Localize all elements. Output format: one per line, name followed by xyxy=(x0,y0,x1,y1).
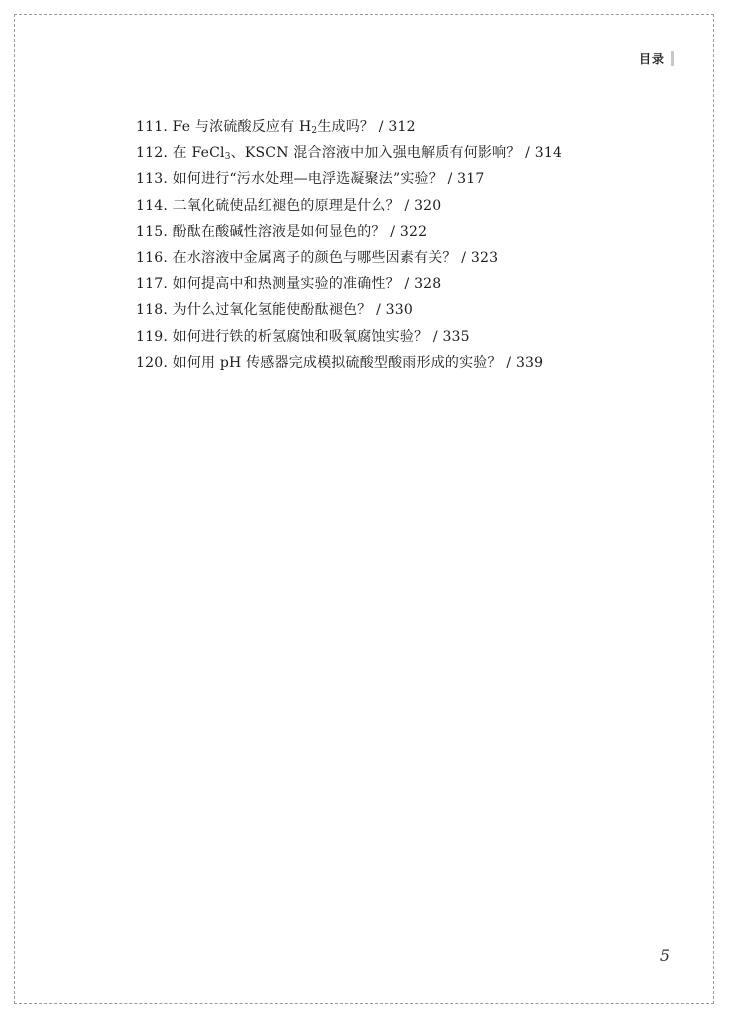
toc-entry-title-rest: 、KSCN 混合溶液中加入强电解质有何影响？ xyxy=(230,145,521,162)
toc-entry-separator: / xyxy=(399,276,415,293)
toc-entry-title: Fe 与浓硫酸反应有 H xyxy=(167,119,312,135)
toc-entry-number: 119. xyxy=(136,328,168,345)
toc-entry-title: 二氧化硫使品红褪色的原理是什么？ xyxy=(167,197,400,214)
toc-entry-separator: / xyxy=(428,328,443,345)
toc-entry-title: 如何用 pH 传感器完成模拟硫酸型酸雨形成的实验？ xyxy=(167,354,502,371)
toc-entry-separator: / xyxy=(456,250,471,267)
toc-entry-title-rest: 生成吗？ xyxy=(317,119,375,135)
toc-entry-number: 114. xyxy=(136,197,168,214)
toc-entry-separator: / xyxy=(399,197,415,214)
toc-entry-separator: / xyxy=(374,119,389,135)
toc-entry-page: 328 xyxy=(414,276,442,293)
toc-entry-separator: / xyxy=(501,354,516,371)
header-title: 目录 xyxy=(638,52,665,66)
toc-entry-number: 113. xyxy=(136,171,168,188)
toc-entry-title: 如何提高中和热测量实验的准确性？ xyxy=(167,276,400,293)
toc-entry[interactable] xyxy=(136,324,562,350)
toc-entry-page: 322 xyxy=(399,223,428,240)
toc-entry-number: 117. xyxy=(136,276,168,293)
toc-entry-separator: / xyxy=(371,302,386,319)
toc-entry-page: 314 xyxy=(534,145,563,162)
toc-entry[interactable] xyxy=(136,114,562,140)
toc-entry[interactable] xyxy=(136,166,562,192)
toc-entry-page: 335 xyxy=(442,328,470,345)
toc-entry-page: 320 xyxy=(414,197,442,214)
toc-entry-title: 如何进行“污水处理—电浮选凝聚法”实验？ xyxy=(167,171,443,188)
toc-entry-page: 312 xyxy=(388,119,416,135)
toc-entry-separator: / xyxy=(385,223,400,240)
toc-entry-separator: / xyxy=(442,171,458,188)
toc-entry-page: 317 xyxy=(457,171,485,188)
toc-entry-number: 115. xyxy=(136,223,168,240)
toc-entry-page: 339 xyxy=(515,354,544,371)
toc-entry-title: 在 FeCl xyxy=(167,145,225,162)
toc-entry[interactable] xyxy=(136,140,562,166)
toc-entry-subscript: 3 xyxy=(224,152,231,163)
toc-entry-title: 如何进行铁的析氢腐蚀和吸氧腐蚀实验？ xyxy=(167,328,429,345)
toc-entry[interactable] xyxy=(136,245,562,271)
toc-entry-page: 330 xyxy=(385,302,413,319)
toc-entry-title: 为什么过氧化氢能使酚酞褪色？ xyxy=(167,302,372,319)
toc-entry[interactable] xyxy=(136,350,562,376)
toc-entry[interactable] xyxy=(136,297,562,323)
toc-entry-number: 116. xyxy=(136,250,168,267)
page-header xyxy=(639,50,674,67)
page-number: 5 xyxy=(659,946,670,965)
toc-entry-title: 酚酞在酸碱性溶液是如何显色的？ xyxy=(167,223,386,240)
toc-entry-number: 111. xyxy=(136,119,168,135)
toc-entry[interactable] xyxy=(136,193,562,219)
toc-entry-title: 在水溶液中金属离子的颜色与哪些因素有关？ xyxy=(167,250,457,267)
toc-entry[interactable] xyxy=(136,271,562,297)
toc-entry-number: 118. xyxy=(136,302,168,319)
header-bar xyxy=(671,51,674,66)
toc-entry-number: 112. xyxy=(136,145,168,162)
table-of-contents xyxy=(136,114,562,376)
toc-entry-separator: / xyxy=(520,145,535,162)
toc-entry-subscript: 2 xyxy=(311,126,318,136)
toc-entry-page: 323 xyxy=(470,250,499,267)
toc-entry-number: 120. xyxy=(136,354,168,371)
toc-entry[interactable] xyxy=(136,219,562,245)
